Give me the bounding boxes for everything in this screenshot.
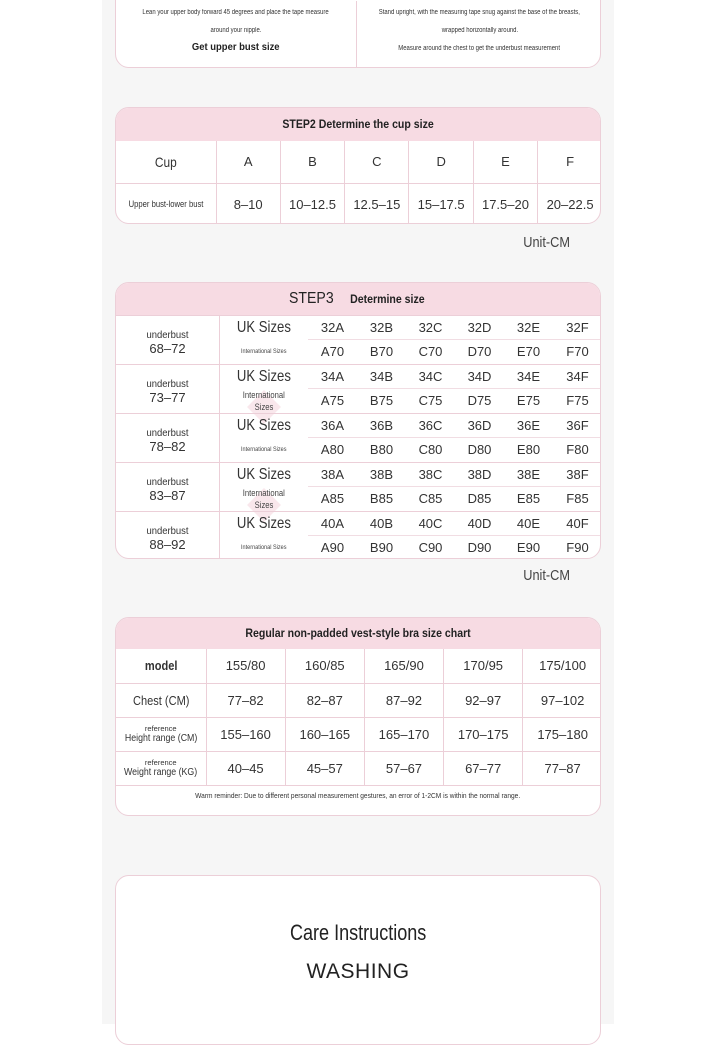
- care-title: Care Instructions: [289, 920, 427, 945]
- intl-size-cell: F75: [566, 393, 589, 408]
- underbust-range-cell: underbust 83–87: [116, 463, 220, 511]
- intl-size-cell: D70: [467, 344, 492, 359]
- intl-size-cell: D75: [467, 393, 492, 408]
- international-sizes-label: International Sizes: [242, 488, 286, 510]
- international-sizes-label: International Sizes: [241, 446, 287, 453]
- underbust-range-cell: underbust 78–82: [116, 414, 220, 462]
- intl-size-cell: F80: [566, 442, 589, 457]
- uk-size-cell: 36B: [369, 418, 394, 433]
- uk-size-row: [308, 365, 601, 389]
- intl-size-cell: F90: [566, 540, 589, 555]
- uk-size-cell: 40B: [369, 516, 394, 531]
- underbust-instruction-2: wrapped horizontally around.: [441, 27, 518, 34]
- care-card: [115, 875, 601, 1045]
- difference-label: Upper bust-lower bust: [116, 183, 216, 224]
- uk-size-cell: 40F: [566, 516, 589, 531]
- uk-size-cell: 40C: [418, 516, 443, 531]
- model-row: [116, 649, 601, 683]
- model-cell: 165/90: [364, 649, 443, 683]
- cup-cell: D: [409, 141, 473, 183]
- underbust-column: [357, 1, 601, 68]
- uk-size-row: [308, 414, 601, 438]
- uk-size-row: [308, 512, 601, 536]
- size-group: [116, 364, 601, 413]
- model-cell: 175/100: [523, 649, 601, 683]
- uk-size-cell: 32E: [516, 320, 541, 335]
- intl-size-cell: E70: [516, 344, 541, 359]
- range-cell: 10–12.5: [280, 183, 344, 224]
- model-cell: 160/85: [285, 649, 364, 683]
- uk-size-cell: 38F: [566, 467, 589, 482]
- intl-size-cell: A70: [320, 344, 345, 359]
- vest-bra-table: [116, 649, 601, 786]
- uk-size-cell: 32A: [320, 320, 345, 335]
- weight-label: reference Weight range (KG): [116, 751, 206, 785]
- uk-size-cell: 34C: [418, 369, 443, 384]
- step1-card: [115, 0, 601, 68]
- intl-size-cell: D85: [467, 491, 492, 506]
- step3-unit-label: Unit-CM: [523, 567, 570, 584]
- international-sizes-label: International Sizes: [241, 348, 287, 355]
- cup-cell: C: [345, 141, 409, 183]
- underbust-range-cell: underbust 88–92: [116, 512, 220, 559]
- intl-size-row: [308, 438, 601, 462]
- intl-size-cell: A80: [320, 442, 345, 457]
- intl-size-cell: B85: [369, 491, 394, 506]
- intl-size-cell: C85: [418, 491, 443, 506]
- intl-size-cell: B75: [369, 393, 394, 408]
- uk-size-cell: 40E: [516, 516, 541, 531]
- uk-size-cell: 36F: [566, 418, 589, 433]
- uk-sizes-label: UK Sizes: [237, 466, 291, 483]
- uk-size-cell: 34F: [566, 369, 589, 384]
- height-label: reference Height range (CM): [116, 717, 206, 751]
- intl-size-row: [308, 340, 601, 364]
- chest-label: Chest (CM): [116, 683, 206, 717]
- weight-cell: 45–57: [285, 751, 364, 785]
- intl-size-row: [308, 487, 601, 511]
- upper-bust-instruction-1: Lean your upper body forward 45 degrees and place the tape measure: [142, 9, 330, 16]
- chest-cell: 82–87: [285, 683, 364, 717]
- model-cell: 170/95: [444, 649, 523, 683]
- uk-size-cell: 36C: [418, 418, 443, 433]
- uk-size-row: [308, 463, 601, 487]
- intl-size-cell: C70: [418, 344, 443, 359]
- intl-size-cell: A85: [320, 491, 345, 506]
- intl-size-cell: D80: [467, 442, 492, 457]
- uk-sizes-label: UK Sizes: [237, 368, 291, 385]
- uk-size-row: [308, 316, 601, 340]
- size-group: [116, 315, 601, 364]
- chest-cell: 87–92: [364, 683, 443, 717]
- uk-size-cell: 38B: [369, 467, 394, 482]
- step2-unit-label: Unit-CM: [523, 234, 570, 251]
- cup-size-table: [116, 141, 601, 224]
- difference-row: [116, 183, 601, 224]
- step2-title: STEP2 Determine the cup size: [116, 108, 600, 141]
- underbust-range-cell: underbust 68–72: [116, 316, 220, 364]
- underbust-instruction-3: Measure around the chest to get the underbust measurement: [398, 45, 561, 52]
- range-cell: 15–17.5: [409, 183, 473, 224]
- chest-row: [116, 683, 601, 717]
- uk-sizes-label: UK Sizes: [237, 417, 291, 434]
- washing-heading: WASHING: [306, 960, 410, 983]
- cup-row: [116, 141, 601, 183]
- weight-cell: 67–77: [444, 751, 523, 785]
- range-cell: 17.5–20: [473, 183, 537, 224]
- uk-size-cell: 34A: [320, 369, 345, 384]
- intl-size-cell: E80: [516, 442, 541, 457]
- range-cell: 20–22.5: [546, 196, 594, 212]
- uk-size-cell: 36A: [320, 418, 345, 433]
- upper-bust-title: Get upper bust size: [192, 41, 280, 53]
- uk-size-cell: 34B: [369, 369, 394, 384]
- uk-size-cell: 38E: [516, 467, 541, 482]
- uk-size-cell: 34E: [516, 369, 541, 384]
- weight-row: [116, 751, 601, 785]
- intl-size-cell: C80: [418, 442, 443, 457]
- intl-size-cell: C90: [418, 540, 443, 555]
- size-group: [116, 413, 601, 462]
- intl-size-cell: A75: [320, 393, 345, 408]
- weight-cell: 57–67: [364, 751, 443, 785]
- uk-size-cell: 40D: [467, 516, 492, 531]
- uk-size-cell: 38C: [418, 467, 443, 482]
- weight-cell: 40–45: [206, 751, 285, 785]
- intl-size-cell: B70: [369, 344, 394, 359]
- intl-size-cell: F70: [566, 344, 589, 359]
- intl-size-cell: B90: [369, 540, 394, 555]
- chest-cell: 92–97: [444, 683, 523, 717]
- uk-size-cell: 36E: [516, 418, 541, 433]
- intl-size-cell: C75: [418, 393, 443, 408]
- height-cell: 170–175: [444, 717, 523, 751]
- cup-cell: A: [216, 141, 280, 183]
- uk-size-cell: 32B: [369, 320, 394, 335]
- uk-size-cell: 32F: [566, 320, 589, 335]
- intl-size-cell: F85: [566, 491, 589, 506]
- uk-size-cell: 38A: [320, 467, 345, 482]
- cup-cell: E: [473, 141, 537, 183]
- cup-cell: F: [538, 141, 601, 183]
- intl-size-cell: E85: [516, 491, 541, 506]
- uk-size-cell: 38D: [467, 467, 492, 482]
- intl-size-cell: A90: [320, 540, 345, 555]
- step3-title: STEP3 Determine size: [116, 283, 600, 315]
- uk-size-cell: 32C: [418, 320, 443, 335]
- height-cell: 155–160: [206, 717, 285, 751]
- cup-label: Cup: [116, 141, 216, 183]
- underbust-instruction-1: Stand upright, with the measuring tape snug against the base of the breasts,: [378, 9, 581, 16]
- uk-size-cell: 34D: [467, 369, 492, 384]
- height-cell: 165–170: [364, 717, 443, 751]
- intl-size-cell: B80: [369, 442, 394, 457]
- model-label: model: [116, 649, 206, 683]
- cup-cell: B: [280, 141, 344, 183]
- intl-size-cell: D90: [467, 540, 492, 555]
- uk-size-cell: 32D: [467, 320, 492, 335]
- uk-size-cell: 36D: [467, 418, 492, 433]
- intl-size-row: [308, 536, 601, 559]
- uk-sizes-label: UK Sizes: [237, 319, 291, 336]
- size-group: [116, 511, 601, 559]
- size-group: [116, 462, 601, 511]
- step3-card: [115, 282, 601, 559]
- uk-size-cell: 40A: [320, 516, 345, 531]
- upper-bust-column: [116, 1, 357, 68]
- height-cell: 175–180: [523, 717, 601, 751]
- international-sizes-label: International Sizes: [242, 390, 286, 412]
- warm-reminder: Warm reminder: Due to different personal measurement gestures, an error of 1-2CM is within the normal range.: [195, 791, 521, 800]
- chest-cell: 77–82: [206, 683, 285, 717]
- chest-cell: 97–102: [523, 683, 601, 717]
- intl-size-cell: E75: [516, 393, 541, 408]
- height-cell: 160–165: [285, 717, 364, 751]
- intl-size-cell: E90: [516, 540, 541, 555]
- height-row: [116, 717, 601, 751]
- underbust-range-cell: underbust 73–77: [116, 365, 220, 413]
- vest-bra-title: Regular non-padded vest-style bra size chart: [116, 618, 600, 649]
- weight-cell: 77–87: [523, 751, 601, 785]
- step2-card: [115, 107, 601, 224]
- range-cell: 8–10: [216, 183, 280, 224]
- range-cell: 12.5–15: [345, 183, 409, 224]
- model-cell: 155/80: [206, 649, 285, 683]
- vest-bra-card: [115, 617, 601, 816]
- uk-sizes-label: UK Sizes: [237, 515, 291, 532]
- international-sizes-label: International Sizes: [241, 544, 287, 551]
- intl-size-row: [308, 389, 601, 413]
- upper-bust-instruction-2: around your nipple.: [210, 27, 262, 34]
